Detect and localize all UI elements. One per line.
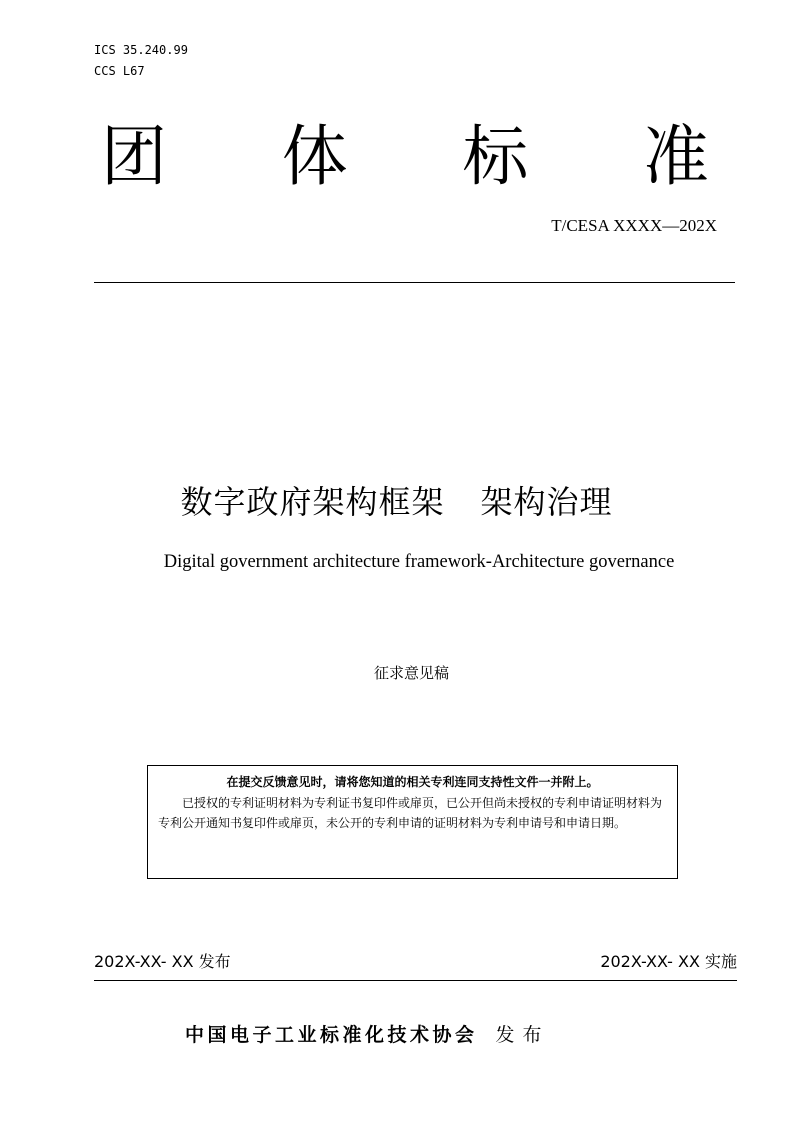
publisher-line: [185, 1020, 550, 1047]
notice-body: 已授权的专利证明材料为专利证书复印件或扉页，已公开但尚未授权的专利申请证明材料为专利公开通知书复印件或扉页，未公开的专利申请的证明材料为专利申请号和申请日期。: [158, 795, 663, 830]
top-divider: [94, 282, 735, 283]
patent-notice-box: [147, 765, 678, 879]
standard-type-char: 团: [101, 118, 167, 195]
chinese-title-part2: 架构治理: [480, 483, 613, 521]
ics-code: ICS 35.240.99: [94, 43, 188, 57]
classification-codes: [94, 40, 188, 82]
standard-number: T/CESA XXXX—202X: [551, 216, 717, 235]
draft-status: 征求意见稿: [373, 664, 449, 682]
standard-type-heading: [94, 118, 716, 196]
notice-heading: 在提交反馈意见时，请将您知道的相关专利连同支持性文件一并附上。: [226, 775, 599, 789]
publisher-name: 中国电子工业标准化技术协会: [185, 1024, 478, 1046]
chinese-title-part1: 数字政府架构框架: [180, 483, 445, 521]
standard-type-char: 体: [281, 118, 348, 195]
ccs-code: CCS L67: [94, 64, 145, 78]
publish-date: 202X-XX- XX 发布: [94, 952, 231, 971]
implement-date: 202X-XX- XX 实施: [600, 952, 737, 971]
standard-type-char: 准: [642, 118, 709, 195]
standard-type-char: 标: [462, 118, 529, 195]
bottom-divider: [94, 980, 737, 981]
chinese-title: [0, 480, 793, 524]
english-title: Digital government architecture framework-Architecture governance: [163, 552, 675, 572]
publisher-action: 发布: [495, 1024, 550, 1046]
